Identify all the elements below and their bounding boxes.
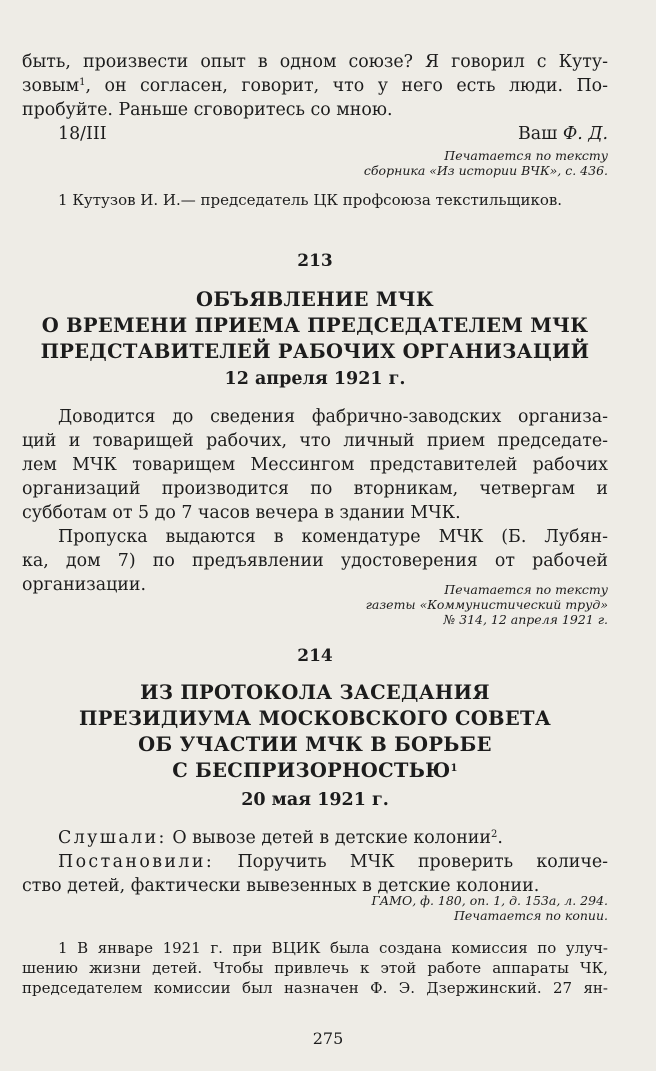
signature: Ваш Ф. Д. bbox=[517, 124, 608, 144]
text-line: пробуйте. Раньше сговоритесь со мною. bbox=[22, 100, 393, 120]
document-214-title: ИЗ ПРОТОКОЛА ЗАСЕДАНИЯ ПРЕЗИДИУМА МОСКОВСКОГО СОВЕТА ОБ УЧАСТИИ МЧК В БОРЬБЕ С БЕСПРИЗОРНОСТЬЮ$^1$ bbox=[79, 681, 551, 782]
text-line: субботам от 5 до 7 часов вечера в здании МЧК. bbox=[22, 503, 461, 523]
footnote-bottom: 1 В январе 1921 г. при ВЦИК была создана комиссия по улуч- шению жизни детей. Чтобы привлечь к этой работе аппараты ЧК, председателем комиссии был назначен Ф. Э. Дзержинский. 27 ян- bbox=[22, 939, 608, 997]
date-signature-row bbox=[22, 122, 608, 146]
text-line: организации. bbox=[22, 575, 147, 595]
document-214-date: 20 мая 1921 г. bbox=[241, 790, 389, 810]
document-213-header bbox=[22, 251, 608, 271]
footnote-ref: 1 bbox=[79, 77, 86, 88]
document-number: 214 bbox=[297, 646, 333, 666]
letter-date: 18/III bbox=[58, 124, 107, 144]
document-214-source: ГАМО, ф. 180, оп. 1, д. 153а, л. 294. Печатается по копии. bbox=[371, 893, 608, 923]
document-213-title: ОБЪЯВЛЕНИЕ МЧК О ВРЕМЕНИ ПРИЕМА ПРЕДСЕДАТЕЛЕМ МЧК ПРЕДСТАВИТЕЛЕЙ РАБОЧИХ ОРГАНИЗАЦИЙ bbox=[40, 288, 590, 363]
heard-line: Слушали: О вывозе детей в детские колонии$^2$. bbox=[58, 828, 503, 848]
footnote-ref: 1 bbox=[450, 763, 458, 774]
document-213-body bbox=[22, 405, 608, 597]
source-note: Печатается по тексту сборника «Из истории ВЧК», с. 436. bbox=[363, 148, 608, 178]
text-line: зовым$^1$, он согласен, говорит, что у него есть люди. По- bbox=[22, 76, 608, 96]
text-line: Доводится до сведения фабрично-заводских организа- bbox=[58, 407, 608, 427]
footnote-top: 1 Кутузов И. И.— председатель ЦК профсоюза текстильщиков. bbox=[58, 191, 563, 209]
resolved-line: Постановили: Поручить МЧК проверить количе- bbox=[58, 852, 609, 872]
text-line: быть, произвести опыт в одном союзе? Я говорил с Куту- bbox=[22, 52, 608, 72]
text-line: ство детей, фактически вывезенных в детские колонии. bbox=[22, 876, 540, 896]
text-line: Пропуска выдаются в комендатуре МЧК (Б. Лубян- bbox=[58, 527, 608, 547]
document-number: 213 bbox=[297, 251, 333, 271]
page-number: 275 bbox=[312, 1029, 344, 1048]
document-214-body bbox=[22, 826, 608, 898]
text-line: организаций производится по вторникам, четвергам и bbox=[22, 479, 608, 499]
footnote-ref: 2 bbox=[490, 829, 498, 840]
document-213-source: Печатается по тексту газеты «Коммунистический труд» № 314, 12 апреля 1921 г. bbox=[365, 582, 608, 627]
letter-continuation bbox=[22, 50, 608, 146]
text-line: лем МЧК товарищем Мессингом представителей рабочих bbox=[22, 455, 608, 475]
document-213-date: 12 апреля 1921 г. bbox=[224, 369, 406, 389]
text-line: ка, дом 7) по предъявлении удостоверения от рабочей bbox=[22, 551, 608, 571]
document-214-header bbox=[22, 646, 608, 666]
text-line: ций и товарищей рабочих, что личный прием председате- bbox=[22, 431, 608, 451]
